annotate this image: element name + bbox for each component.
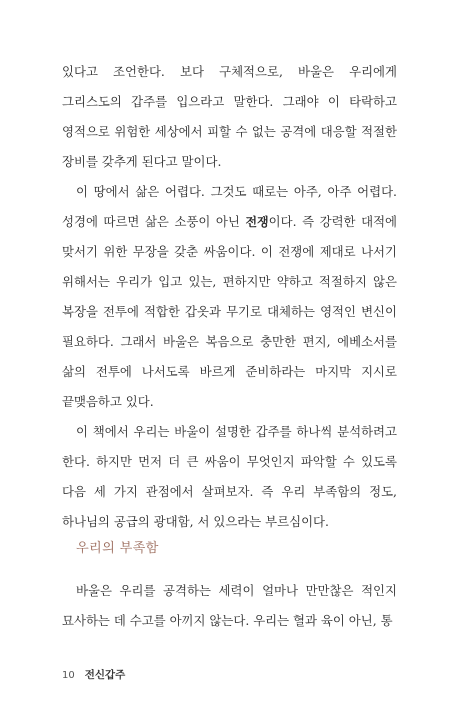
paragraph bbox=[62, 576, 397, 636]
text-segment: 이 땅에서 삶은 어렵다. 그것도 때로는 아주, 아주 어렵다. 성경에 따르면 삶은 소풍이 아닌 bbox=[62, 184, 397, 229]
section-heading: 우리의 부족함 bbox=[76, 541, 159, 556]
text-segment: 있다고 조언한다. 보다 구체적으로, 바울은 우리에게 그리스도의 갑주를 입으라고 말한다. 그래야 이 타락하고 영적으로 위험한 세상에서 피할 수 없는 공격에 대응할 적절한 장비를 갖추게 된다고 말이다. bbox=[62, 64, 397, 169]
text-segment: 이다. 즉 강력한 대적에 맞서기 위한 무장을 갖춘 싸움이다. 이 전쟁에 제대로 나서기 위해서는 우리가 입고 있는, 편하지만 약하고 적절하지 않은 복장을 전투에 적합한 갑옷과 무기로 대체하는 영적인 변신이 필요하다. 그래서 바울은 복음으로 충만한 편지, 에베소서를 삶의 전투에 나서도록 바르게 준비하라는 마지막 지시로 끝맺음하고 있다. bbox=[62, 214, 398, 409]
paragraph bbox=[62, 57, 397, 177]
text-segment: 바울은 우리를 공격하는 세력이 얼마나 만만찮은 적인지 묘사하는 데 수고를 아끼지 않는다. 우리는 혈과 육이 아닌, 통 bbox=[62, 583, 397, 628]
paragraph bbox=[62, 177, 397, 417]
section-text bbox=[62, 576, 397, 636]
text-segment: 이 책에서 우리는 바울이 설명한 갑주를 하나씩 분석하려고 한다. 하지만 먼저 더 큰 싸움이 무엇인지 파악할 수 있도록 다음 세 가지 관점에서 살펴보자. 즉 우리 부족함의 정도, 하나님의 공급의 광대함, 서 있으라는 부르심이다. bbox=[62, 424, 397, 529]
paragraph bbox=[62, 417, 397, 537]
emphasized-text: 전쟁 bbox=[245, 215, 269, 229]
page-number: 10 bbox=[62, 670, 75, 681]
running-title: 전신갑주 bbox=[84, 669, 126, 681]
body-text bbox=[62, 57, 397, 537]
page-footer bbox=[62, 667, 125, 682]
